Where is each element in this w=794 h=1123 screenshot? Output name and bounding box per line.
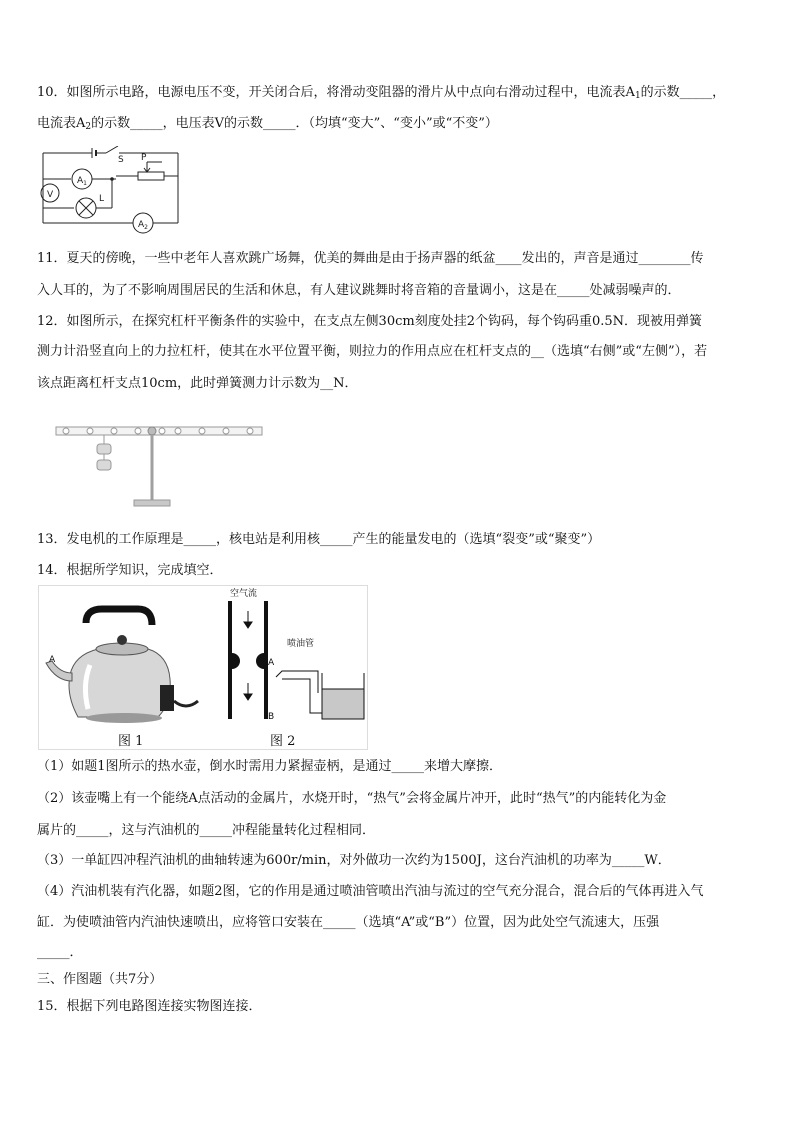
q14-p4-line3: _____． [37,945,83,960]
kettle-carburetor-figure [38,585,368,750]
q14-p2-line2: 属片的_____，这与汽油机的_____冲程能量转化过程相同． [37,823,376,838]
q12-line2: 测力计沿竖直向上的力拉杠杆，使其在水平位置平衡，则拉力的作用点应在杠杆支点的__（选填“右侧”或“左侧”），若 [37,344,708,359]
q11-line1: 11．夏天的傍晚，一些中老年人喜欢跳广场舞，优美的舞曲是由于扬声器的纸盆____发出的，声音是通过________传 [37,251,704,266]
q11-line2: 入人耳的，为了不影响周围居民的生活和休息，有人建议跳舞时将音箱的音量调小，这是在_____处减弱噪声的． [37,283,681,298]
label-kettle-a: A [49,655,56,665]
q14-p2-line1: （2）该壶嘴上有一个能绕A点活动的金属片，水烧开时，“热气”会将金属片冲开，此时“热气”的内能转化为金 [37,791,667,806]
lever-figure [52,418,267,512]
label-v: V [47,190,54,200]
q15-line1: 15．根据下列电路图连接实物图连接． [37,999,262,1014]
q14-p4-line1: （4）汽油机装有汽化器，如题2图，它的作用是通过喷油管喷出汽油与流过的空气充分混合，混合后的气体再进入气 [37,884,704,899]
section-3-title: 三、作图题（共7分） [37,972,163,987]
q10-line2-sub: 2 [85,122,92,132]
caption-fig1: 图 1 [118,734,144,749]
q10-line1-a: 10．如图所示电路，电源电压不变，开关闭合后，将滑动变阻器的滑片从中点向右滑动过程中，电流表A [37,85,635,100]
label-airflow: 空气流 [230,589,258,599]
q14-p3: （3）一单缸四冲程汽油机的曲轴转速为600r/min，对外做功一次约为1500J，这台汽油机的功率为_____W． [37,853,671,868]
q10-line1-b: 的示数_____， [640,85,726,100]
q12-line3: 该点距离杠杆支点10cm，此时弹簧测力计示数为__N． [37,376,358,391]
label-s: S [118,155,124,165]
label-a2: $A_2$ [138,220,148,231]
circuit-diagram [38,146,183,234]
q10-line2-a: 电流表A [37,116,86,131]
q14-p1: （1）如题1图所示的热水壶，倒水时需用力紧握壶柄，是通过_____来增大摩擦． [37,759,503,774]
q10-line1 [37,85,725,101]
label-a1: $A_1$ [77,176,87,187]
kettle-image [46,609,198,723]
q10-line1-sub: 1 [634,91,641,101]
q12-line1: 12．如图所示，在探究杠杆平衡条件的实验中，在支点左侧30cm刻度处挂2个钩码，每个钩码重0.5N．现被用弹簧 [37,314,703,329]
q13-line1: 13．发电机的工作原理是_____，核电站是利用核_____产生的能量发电的（选填“裂变”或“聚变”） [37,532,601,547]
label-b: B [268,712,275,722]
q10-line2 [37,116,498,132]
label-p: P [141,153,147,163]
caption-fig2: 图 2 [270,734,296,749]
q10-line2-b: 的示数_____，电压表V的示数_____．（均填“变大”、“变小”或“不变”） [91,116,498,131]
carburetor-diagram [228,587,364,722]
label-a: A [268,658,275,668]
q14-p4-line2: 缸．为使喷油管内汽油快速喷出，应将管口安装在_____（选填“A”或“B”）位置，因为此处空气流速大，压强 [37,915,660,930]
label-nozzle: 喷油管 [287,639,315,649]
q14-intro: 14．根据所学知识，完成填空． [37,563,223,578]
label-l: L [99,194,105,204]
